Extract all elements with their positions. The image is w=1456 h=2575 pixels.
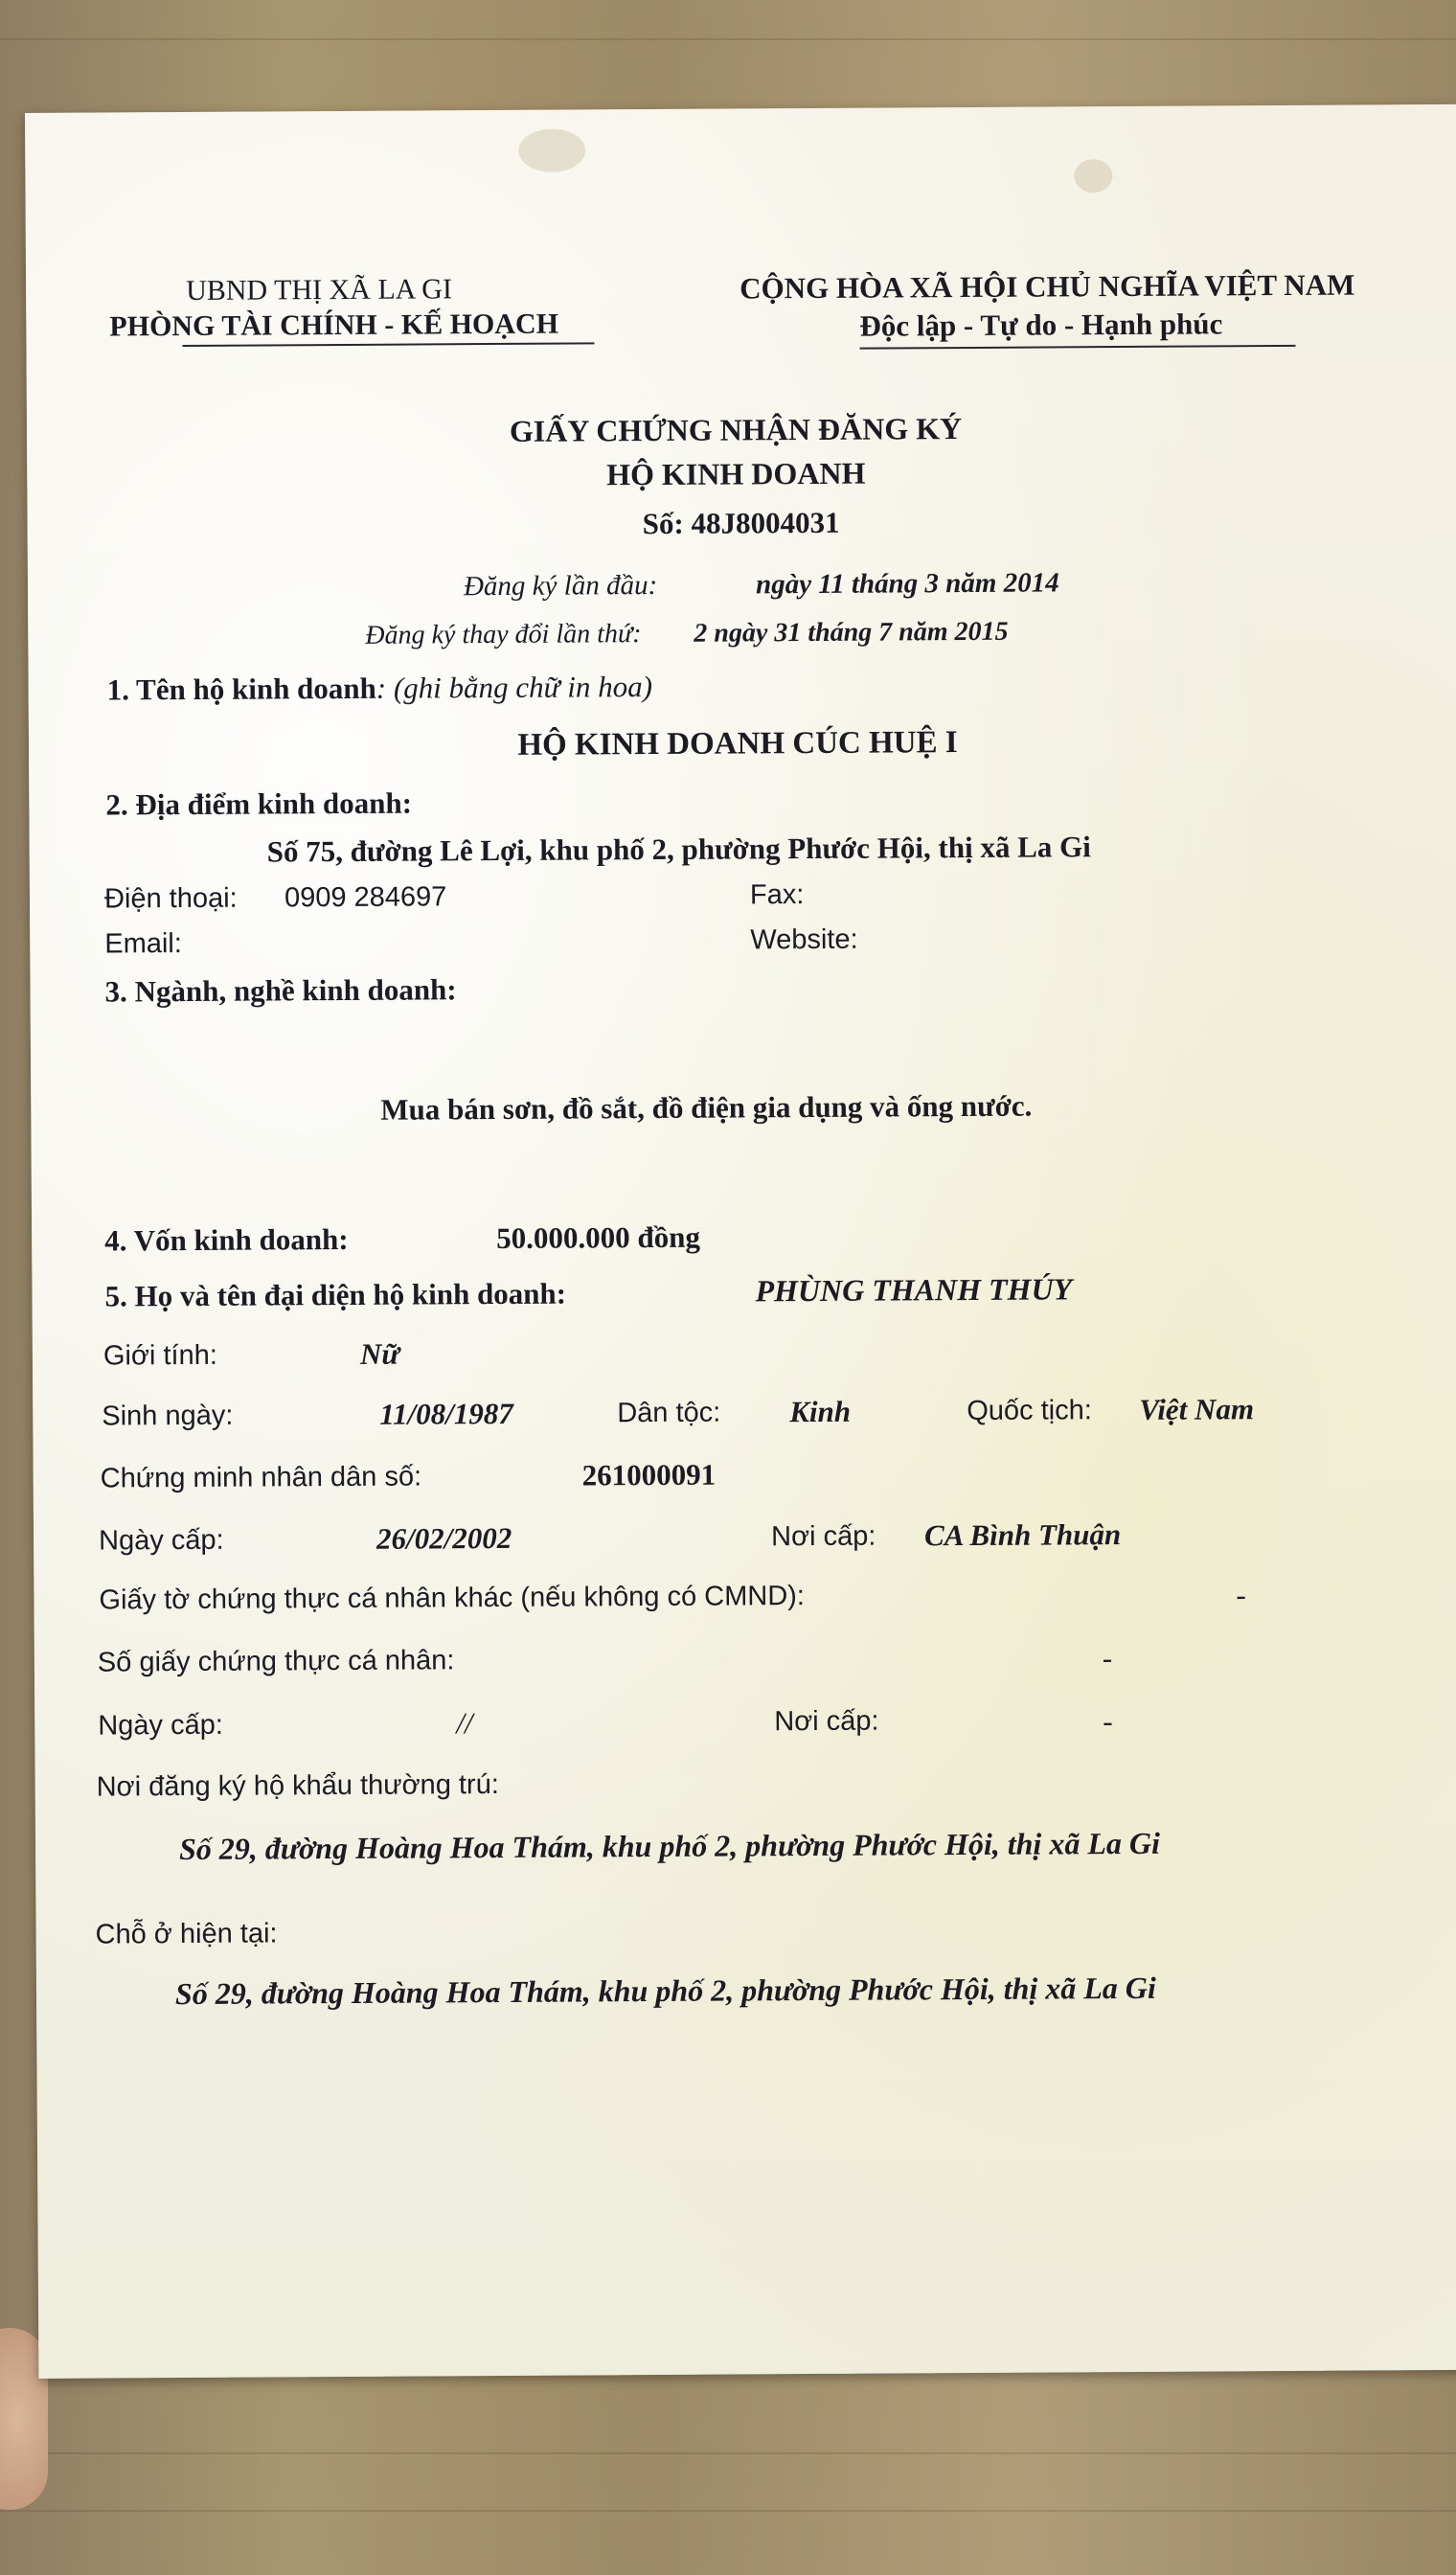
issue-date-label: Ngày cấp:	[99, 1524, 224, 1557]
certificate-number: Số: 48J8004031	[642, 505, 840, 541]
id-label: Chứng minh nhân dân số:	[100, 1461, 422, 1494]
other-place-label: Nơi cấp:	[774, 1705, 879, 1738]
representative-name: PHÙNG THANH THÚY	[755, 1271, 1073, 1309]
current-address-value: Số 29, đường Hoàng Hoa Thám, khu phố 2, phường Phước Hội, thị xã La Gi	[174, 1970, 1156, 2012]
wood-grain	[0, 2452, 1456, 2454]
issue-place-value: CA Bình Thuận	[923, 1517, 1122, 1553]
other-doc-value: -	[1236, 1578, 1246, 1612]
fax-label: Fax:	[749, 879, 805, 911]
change-registration-date: 2 ngày 31 tháng 7 năm 2015	[694, 616, 1009, 649]
change-registration-label: Đăng ký thay đổi lần thứ:	[365, 619, 642, 650]
paper-stain	[1074, 159, 1112, 193]
capital-value: 50.000.000 đồng	[496, 1219, 701, 1256]
section1-heading	[107, 670, 653, 707]
document-subtitle: HỘ KINH DOANH	[606, 455, 866, 492]
phone-value: 0909 284697	[284, 881, 447, 914]
website-label: Website:	[750, 923, 858, 956]
section3-label: 3. Ngành, nghề kinh doanh:	[104, 972, 457, 1009]
current-address-label: Chỗ ở hiện tại:	[95, 1918, 278, 1950]
department-name: PHÒNG TÀI CHÍNH - KẾ HOẠCH	[109, 308, 559, 343]
first-registration-label: Đăng ký lần đầu:	[463, 569, 658, 603]
section2-label: 2. Địa điểm kinh doanh:	[105, 786, 413, 822]
business-name: HỘ KINH DOANH CÚC HUỆ I	[517, 725, 958, 763]
other-place-value: -	[1103, 1704, 1113, 1739]
header-left-rule	[182, 342, 594, 347]
other-no-value: -	[1102, 1641, 1113, 1675]
agency-name: UBND THỊ XÃ LA GI	[186, 273, 452, 307]
section4-label: 4. Vốn kinh doanh:	[104, 1221, 349, 1258]
dob-label: Sinh ngày:	[102, 1400, 234, 1432]
country-name: CỘNG HÒA XÃ HỘI CHỦ NGHĨA VIỆT NAM	[739, 267, 1355, 306]
section1-note: : (ghi bằng chữ in hoa)	[375, 670, 653, 705]
other-no-label: Số giấy chứng thực cá nhân:	[97, 1645, 455, 1678]
other-date-value: //	[456, 1706, 473, 1741]
residence-value: Số 29, đường Hoàng Hoa Thám, khu phố 2, phường Phước Hội, thị xã La Gi	[178, 1825, 1161, 1867]
other-date-label: Ngày cấp:	[98, 1709, 223, 1742]
paper-stain	[518, 128, 585, 171]
section1-label: 1. Tên hộ kinh doanh	[106, 671, 376, 707]
gender-label: Giới tính:	[102, 1339, 217, 1372]
gender-value: Nữ	[359, 1336, 399, 1371]
wood-grain	[0, 2510, 1456, 2512]
wood-grain	[0, 38, 1456, 40]
other-doc-label: Giấy tờ chứng thực cá nhân khác (nếu không có CMND):	[99, 1581, 806, 1616]
ethnic-label: Dân tộc:	[617, 1397, 721, 1429]
business-activity: Mua bán sơn, đồ sắt, đồ điện gia dụng và ống nước.	[380, 1088, 1033, 1127]
document-title: GIẤY CHỨNG NHẬN ĐĂNG KÝ	[509, 411, 963, 448]
phone-label: Điện thoại:	[103, 882, 238, 915]
header-right-rule	[860, 345, 1296, 350]
section5-label: 5. Họ và tên đại diện hộ kinh doanh:	[104, 1276, 567, 1313]
residence-label: Nơi đăng ký hộ khẩu thường trú:	[96, 1769, 499, 1803]
id-value: 261000091	[581, 1457, 717, 1493]
email-label: Email:	[104, 928, 182, 960]
nationality-value: Việt Nam	[1139, 1392, 1255, 1426]
dob-value: 11/08/1987	[379, 1396, 513, 1431]
nationality-label: Quốc tịch:	[967, 1395, 1092, 1427]
certificate-paper	[25, 104, 1456, 2379]
issue-date-value: 26/02/2002	[375, 1520, 512, 1556]
business-address: Số 75, đường Lê Lợi, khu phố 2, phường Phước Hội, thị xã La Gi	[266, 830, 1091, 869]
ethnic-value: Kinh	[789, 1394, 852, 1429]
issue-place-label: Nơi cấp:	[770, 1520, 876, 1553]
first-registration-date: ngày 11 tháng 3 năm 2014	[755, 567, 1059, 601]
motto: Độc lập - Tự do - Hạnh phúc	[859, 307, 1223, 343]
